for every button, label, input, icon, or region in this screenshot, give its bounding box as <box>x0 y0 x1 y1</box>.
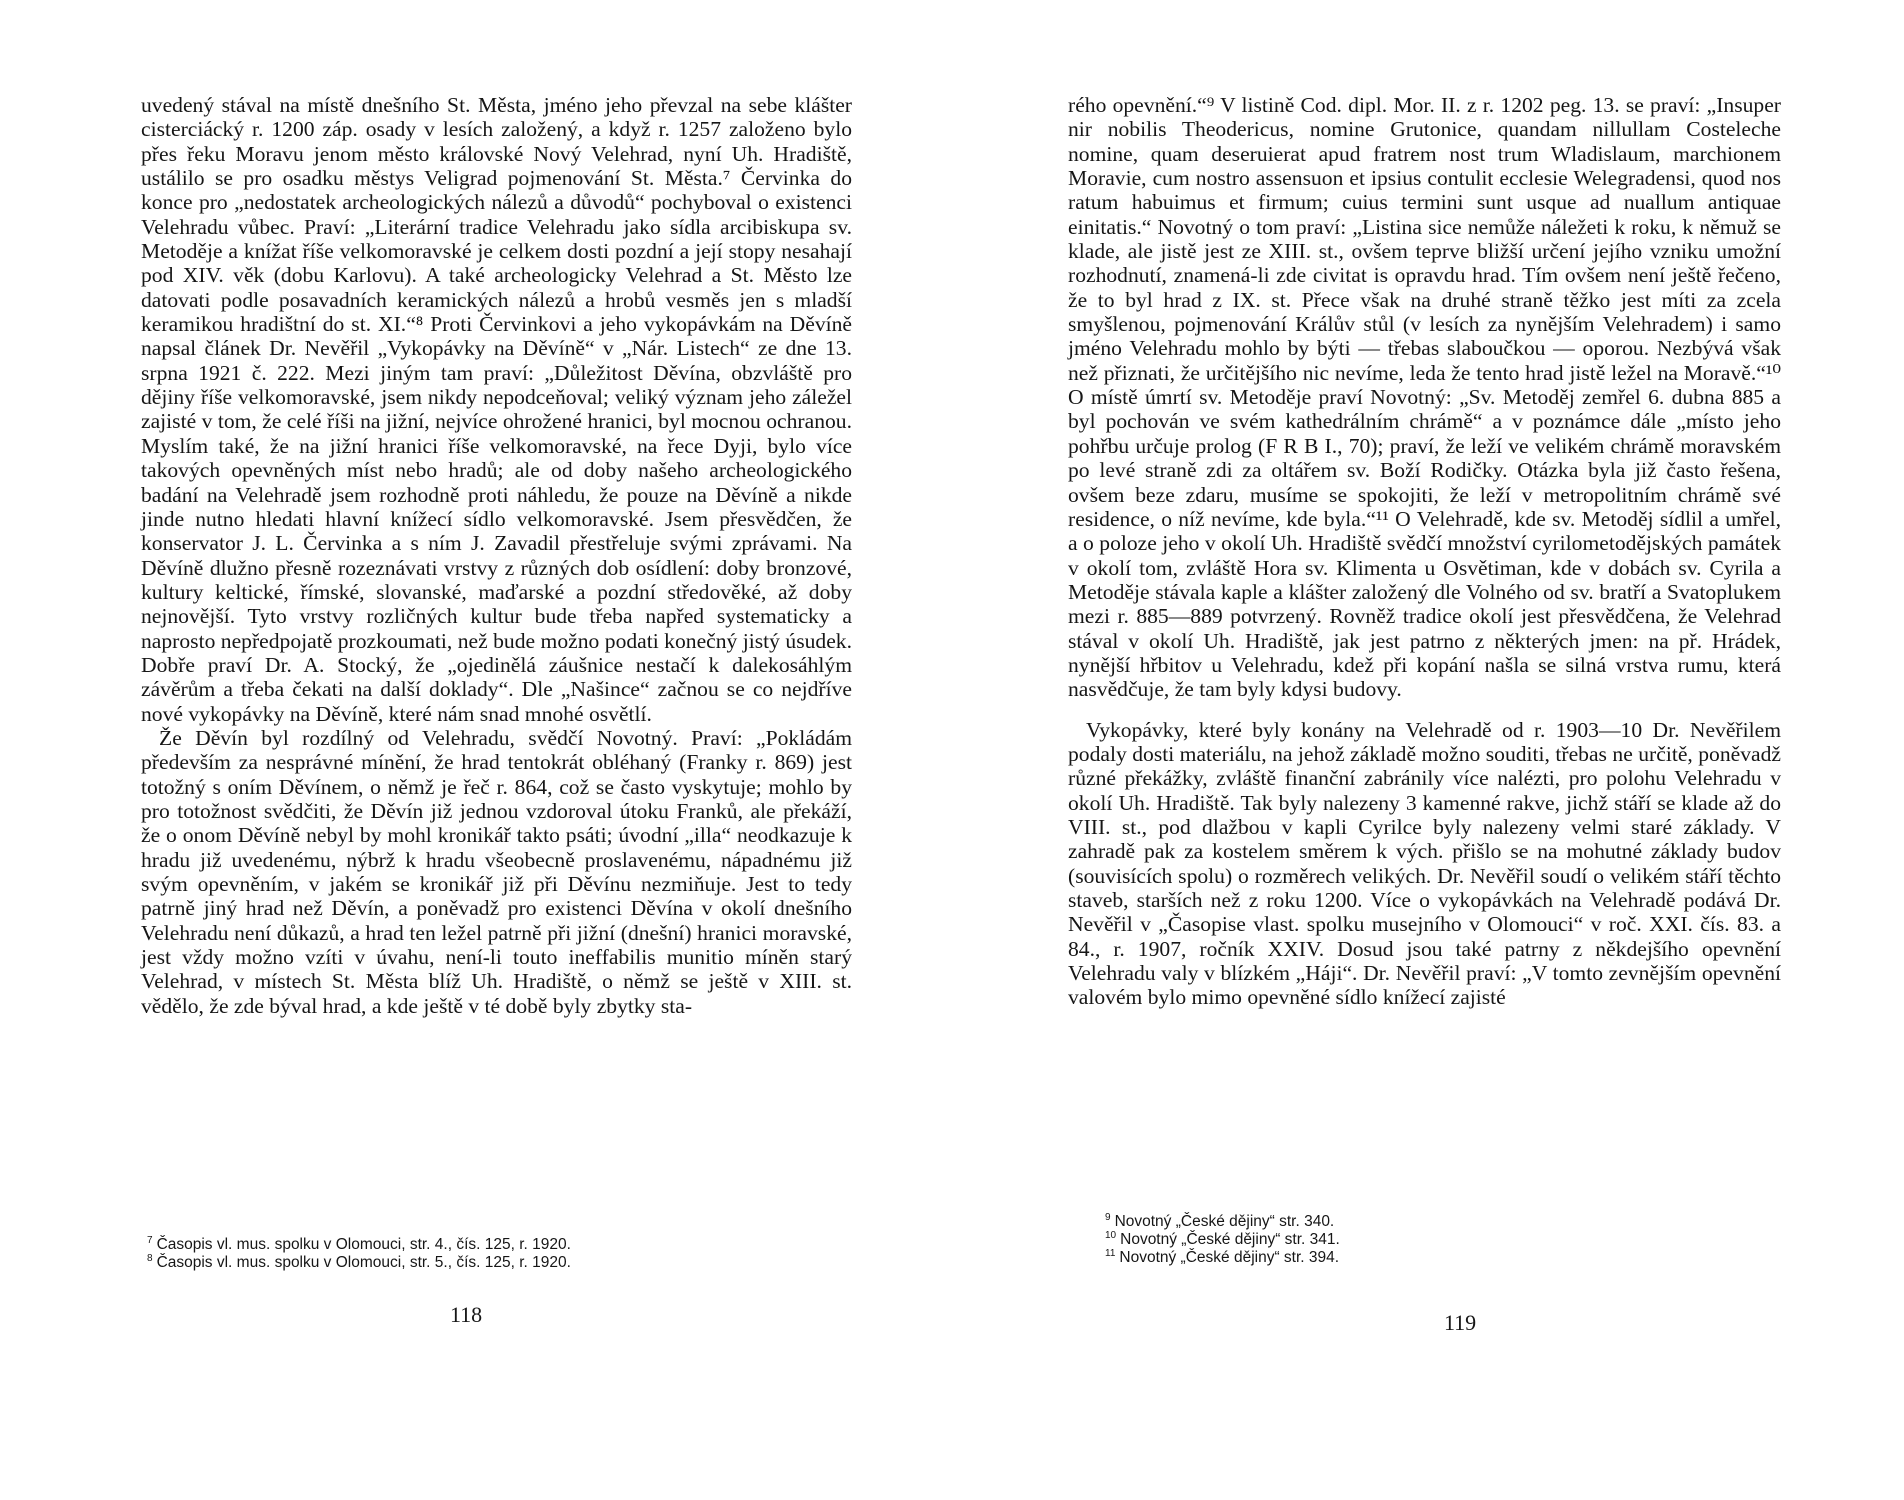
right-page-number: 119 <box>1444 1310 1477 1335</box>
right-page <box>952 0 1904 1500</box>
left-paragraph-1: uvedený stával na místě dnešního St. Města, jméno jeho převzal na sebe klášter cisterciácký r. 1200 záp. osady v lesích založený, a když r. 1257 založeno bylo přes řeku Moravu jenom město královské Nový Velehrad, nyní Uh. Hradiště, ustálilo se pro osadku městys Veligrad pojmenování St. Města.⁷ Červinka do konce pro „nedostatek archeologických nálezů a důvodů“ pochyboval o existenci Velehradu vůbec. Praví: „Literární tradice Velehradu jako sídla arcibiskupa sv. Metoděje a knížat říše velkomoravské je celkem dosti pozdní a její stopy nesahají pod XIV. věk (dobu Karlovu). A také archeologicky Velehrad a St. Město lze datovati podle posavadních keramických nálezů a hrobů vesměs jen s mladší keramikou hradištní do st. XI.“⁸ Proti Červinkovi a jeho vykopávkám na Děvíně napsal článek Dr. Nevěřil „Vykopávky na Děvíně“ v „Nár. Listech“ ze dne 13. srpna 1921 č. 222. Mezi jiným tam praví: „Důležitost Děvína, obzvláště pro dějiny říše velkomoravské, jsem nikdy nepodceňoval; veliký význam jeho záležel zajisté v tom, že celé říši na jižní, nejvíce ohrožené hranici, byl mocnou ochranou. Myslím také, že na jižní hranici říše velkomoravské, na řece Dyji, bylo více takových opevněných míst nebo hradů; ale od doby našeho archeologického badání na Velehradě jsem rozhodně proti náhledu, že pouze na Děvíně a nikde jinde nutno hledati hlavní knížecí sídlo velkomoravské. Jsem přesvědčen, že konservator J. L. Červinka a s ním J. Zavadil přestřeluje svými zprávami. Na Děvíně dlužno přesně rozeznávati vrstvy z různých dob osídlení: doby bronzové, kultury keltické, římské, slovanské, maďarské a pozdní středověké, až doby nejnovější. Tyto vrstvy rozličných kultur bude třeba napřed systematicky a naprosto nepředpojatě prozkoumati, než bude možno podati konečný jistý úsudek. Dobře praví Dr. A. Stocký, že „ojedinělá záušnice nestačí k dalekosáhlým závěrům a třeba čekati na další doklady“. Dle „Našince“ začnou se co nejdříve nové vykopávky na Děvíně, které nám snad mnohé osvětlí. <box>141 93 852 726</box>
footnote-mark: 10 <box>1105 1229 1117 1241</box>
left-page-number: 118 <box>450 1302 483 1327</box>
left-paragraph-2: Že Děvín byl rozdílný od Velehradu, svědčí Novotný. Praví: „Pokládám především za nesprávné mínění, že hrad tentokrát obléhaný (Franky r. 869) jest totožný s oním Děvínem, o němž je řeč r. 864, což se často vyskytuje; mohlo by pro totožnost svědčiti, že Děvín již jednou vzdoroval útoku Franků, ale překáží, že o onom Děvíně nebyl by mohl kronikář takto psáti; úvodní „illa“ neodkazuje k hradu již uvedenému, nýbrž k hradu všeobecně proslavenému, nápadnému již svým opevněním, v jakém se kronikář již při Děvínu nezmiňuje. Jest to tedy patrně jiný hrad než Děvín, a poněvadž pro existenci Děvína v okolí dnešního Velehradu není důkazů, a hrad ten ležel patrně při jižní (dnešní) hranici moravské, jest vždy možno vzíti v úvahu, není-li touto ineffabilis munitio míněn starý Velehrad, v místech St. Města blíž Uh. Hradiště, o němž se ještě v XIII. st. vědělo, že zde býval hrad, a kde ještě v té době byly zbytky sta- <box>141 725 852 1018</box>
footnote-8 <box>147 1254 767 1272</box>
footnote-9 <box>1105 1213 1625 1231</box>
right-paragraph-2: Vykopávky, které byly konány na Velehradě od r. 1903—10 Dr. Nevěřilem podaly dosti materiálu, na jehož základě možno souditi, třebas ne určitě, poněvadž různé překážky, zvláště finanční zabránily více nalézti, pro polohu Velehradu v okolí Uh. Hradiště. Tak byly nalezeny 3 kamenné rakve, jichž stáří se klade až do VIII. st., pod dlažbou v kapli Cyrilce byly nalezeny velmi staré základy. V zahradě pak za kostelem směrem k vých. přišlo se na mohutné základy budov (souvisících spolu) o rozměrech velikých. Dr. Nevěřil soudí o velikém stáří těchto staveb, starších než z roku 1200. Více o vykopávkách na Velehradě podává Dr. Nevěřil v „Časopise vlast. spolku musejního v Olomouci“ v roč. XXI. čís. 83. a 84., r. 1907, ročník XXIV. Dosud jsou také patrny z někdejšího opevnění Velehradu valy v blízkém „Háji“. Dr. Nevěřil praví: „V tomto zevnějším opevnění valovém bylo mimo opevněné sídlo knížecí zajisté <box>1068 717 1781 1010</box>
footnote-11 <box>1105 1249 1625 1267</box>
right-footnotes <box>1105 1213 1625 1267</box>
footnote-mark: 7 <box>147 1234 153 1246</box>
footnote-10 <box>1105 1231 1625 1249</box>
footnote-text: Novotný „České dějiny“ str. 394. <box>1119 1249 1340 1266</box>
left-footnotes <box>147 1236 767 1272</box>
right-page-body <box>1068 93 1781 1010</box>
footnote-7 <box>147 1236 767 1254</box>
footnote-mark: 11 <box>1105 1247 1116 1259</box>
footnote-text: Časopis vl. mus. spolku v Olomouci, str. 5., čís. 125, r. 1920. <box>156 1254 571 1271</box>
footnote-mark: 9 <box>1105 1211 1111 1223</box>
footnote-text: Novotný „České dějiny“ str. 341. <box>1120 1231 1340 1248</box>
left-page-body <box>141 93 852 1018</box>
footnote-mark: 8 <box>147 1252 153 1264</box>
footnote-text: Časopis vl. mus. spolku v Olomouci, str. 4., čís. 125, r. 1920. <box>156 1236 571 1253</box>
footnote-text: Novotný „České dějiny“ str. 340. <box>1114 1213 1335 1230</box>
right-paragraph-1: rého opevnění.“⁹ V listině Cod. dipl. Mor. II. z r. 1202 peg. 13. se praví: „Insuper nir nobilis Theodericus, nomine Grutonice, quandam nillullam Costeleche nomine, quam deseruierat apud fratrem nost trum Wladislaum, marchionem Moravie, cum nostro assensuon et ipsius contulit ecclesie Welegradensi, quod nos ratum habuimus et firmum; cuius termini sunt usque ad nuallum antiquae einitatis.“ Novotný o tom praví: „Listina sice nemůže náležeti k roku, k němuž se klade, ale jistě jest ze XIII. st., ovšem teprve bližší určení jejího vzniku umožní rozhodnutí, znamená-li zde civitat is opravdu hrad. Tím ovšem není ještě řečeno, že to byl hrad z IX. st. Přece však na druhé straně těžko jest míti za zcela smyšlenou, pojmenování Králův stůl (v lesích za nynějším Velehradem) i samo jméno Velehradu mohlo by býti — třebas slaboučkou — oporou. Nezbývá však než přiznati, že určitějšího nic nevíme, leda že tento hrad jistě ležel na Moravě.“¹⁰ O místě úmrtí sv. Metoděje praví Novotný: „Sv. Metoděj zemřel 6. dubna 885 a byl pochován ve svém kathedrálním chrámě“ a v poznámce dále „místo jeho pohřbu určuje prolog (F R B I., 70); praví, že leží ve velikém chrámě moravském po levé straně zdi za oltářem sv. Boží Rodičky. Otázka byla již často řešena, ovšem beze zdaru, musíme se spokojiti, že leží v metropolitním chrámě své residence, o níž nevíme, kde byla.“¹¹ O Velehradě, kde sv. Metoděj sídlil a umřel, a o poloze jeho v okolí Uh. Hradiště svědčí množství cyrilometodějských památek v okolí tom, zvláště Hora sv. Klimenta u Osvětiman, kde v dobách sv. Cyrila a Metoděje stávala kaple a klášter založený dle Volného od sv. bratří a Svatoplukem mezi r. 885—889 potvrzený. Rovněž tradice okolí jest přesvědčena, že Velehrad stával v okolí Uh. Hradiště, jak jest patrno z některých jmen: na př. Hrádek, nynější hřbitov u Velehradu, kdež při kopání našla se silná vrstva rumu, která nasvědčuje, že tam byly kdysi budovy. <box>1068 93 1781 702</box>
